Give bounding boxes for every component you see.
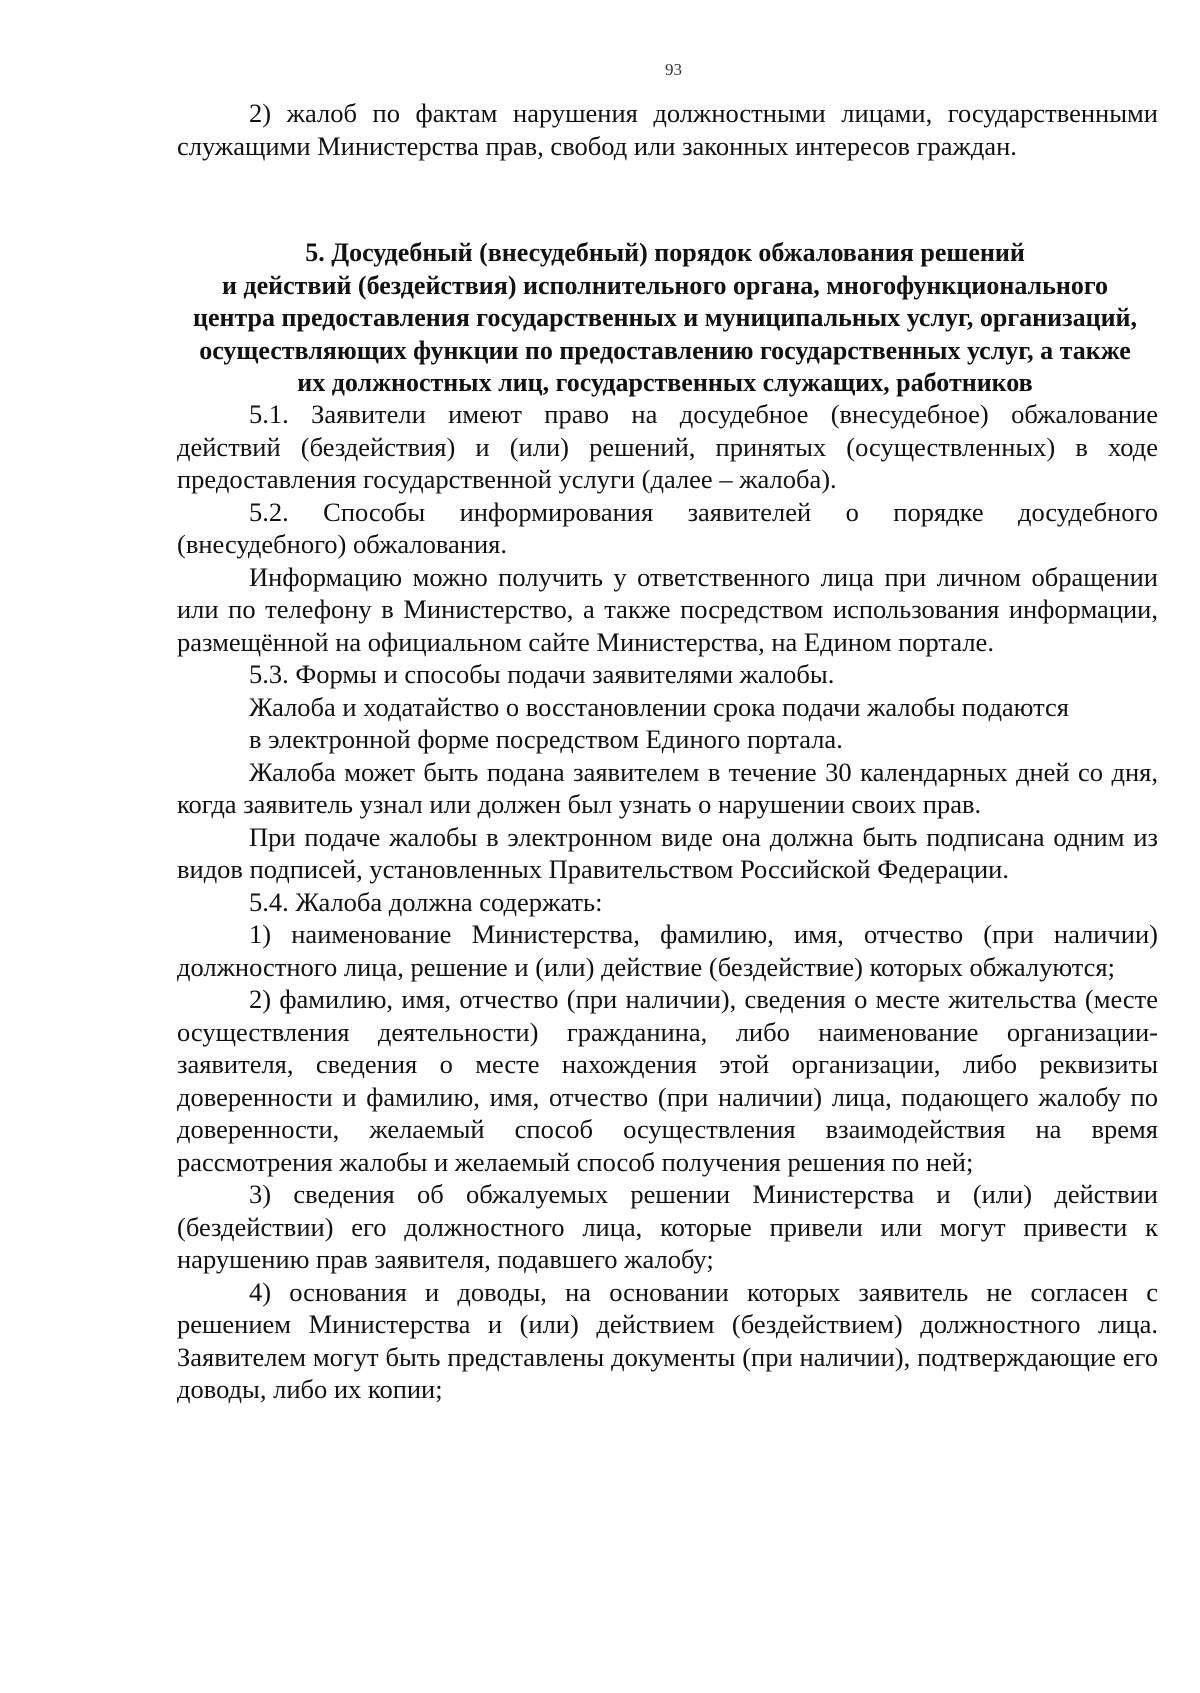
paragraph-signature: При подаче жалобы в электронном виде она должна быть подписана одним из видов подписей, установленных Правительством Российской Федерации. [177, 821, 1158, 884]
paragraph-electronic-form: в электронной форме посредством Единого портала. [249, 724, 843, 754]
page-number: 93 [665, 60, 682, 79]
heading-line: центра предоставления государственных и муниципальных услуг, организаций, [192, 303, 1138, 332]
paragraph-5-2: 5.2. Способы информирования заявителей о порядке досудебного (внесудебного) обжалования. [177, 496, 1158, 559]
heading-line: осуществляющих функции по предоставлению государственных услуг, а также [199, 335, 1131, 365]
paragraph-30-days: Жалоба может быть подана заявителем в течение 30 календарных дней со дня, когда заявитель узнал или должен был узнать о нарушении своих прав. [177, 756, 1158, 819]
heading-line: 5. Досудебный (внесудебный) порядок обжалования решений [305, 238, 1025, 267]
paragraph-complaint-petition: Жалоба и ходатайство о восстановлении срока подачи жалобы подаются [249, 691, 1069, 722]
intro-block [177, 97, 1158, 162]
list-item-1: 1) наименование Министерства, фамилию, имя, отчество (при наличии) должностного лица, решение и (или) действие (бездействие) которых обжалуются; [177, 919, 1158, 982]
list-item-2: 2) фамилию, имя, отчество (при наличии), сведения о месте жительства (месте осуществления деятельности) гражданина, либо наименование организации-заявителя, сведения о месте нахождения этой организации, либо реквизиты доверенности и фамилию, имя, отчество (при наличии) лица, подающего жалобу по доверенности, желаемый способ осуществления взаимодействия на время рассмотрения жалобы и желаемый способ получения решения по ней; [177, 984, 1158, 1177]
paragraph-info: Информацию можно получить у ответственного лица при личном обращении или по телефону в Министерство, а также посредством использования информации, размещённой на официальном сайте Министерства, на Едином портале. [177, 561, 1158, 657]
paragraph-5-1: 5.1. Заявители имеют право на досудебное (внесудебное) обжалование действий (бездействия) и (или) решений, принятых (осуществленных) в ходе предоставления государственной услуги (далее – жалоба). [177, 399, 1158, 494]
section-heading [160, 237, 1170, 400]
list-item-4: 4) основания и доводы, на основании которых заявитель не согласен с решением Министерства и (или) действием (бездействием) должностного лица. Заявителем могут быть представлены документы (при наличии), подтверждающие его доводы, либо их копии; [177, 1276, 1158, 1404]
heading-line: их должностных лиц, государственных служащих, работников [297, 368, 1033, 397]
paragraph-5-3: 5.3. Формы и способы подачи заявителями жалобы. [249, 659, 835, 689]
paragraph-5-4: 5.4. Жалоба должна содержать: [249, 886, 603, 917]
section-body [177, 398, 1158, 1406]
intro-paragraph: 2) жалоб по фактам нарушения должностными лицами, государственными служащими Министерства прав, свобод или законных интересов граждан. [177, 98, 1158, 161]
list-item-3: 3) сведения об обжалуемых решении Министерства и (или) действии (бездействии) его должностного лица, которые привели или могут привести к нарушению прав заявителя, подавшего жалобу; [177, 1179, 1158, 1274]
heading-line: и действий (бездействия) исполнительного органа, многофункционального [221, 270, 1109, 300]
